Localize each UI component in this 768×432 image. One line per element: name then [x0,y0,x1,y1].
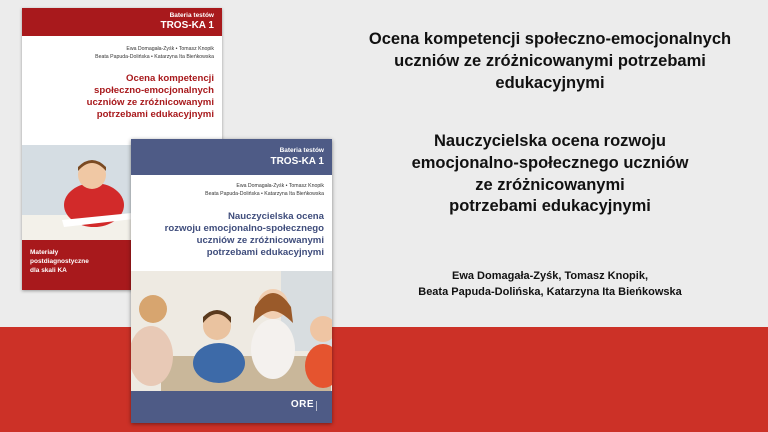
book2-title-line: potrzebami edukacyjnymi [206,246,324,258]
book2-title-line: uczniów ze zróżnicowanymi [196,234,324,246]
book-cover-blue [131,139,332,423]
heading2-line: ze zróżnicowanymi [475,175,625,194]
book1-authors [95,46,214,61]
book2-header-bar [131,139,332,175]
book1-authors-line: Ewa Domagała-Zyśk • Tomasz Knopik [126,46,214,52]
ore-logo: ORE [290,399,314,410]
book1-title-line: Ocena kompetencji [126,73,214,84]
heading2-line: emocjonalno-społecznego uczniów [411,153,689,172]
book1-title [29,73,214,121]
book2-series: Bateria testów [279,147,324,154]
book1-title-line: społeczno-emocjonalnych [94,84,214,96]
heading-book1-title [340,29,760,94]
book1-header-bar [22,8,222,36]
book2-title-line: Nauczycielska ocena [228,211,324,222]
book1-code: TROS-KA 1 [160,20,214,31]
book1-series: Bateria testów [169,12,214,19]
book2-footer-bar [131,391,332,423]
book2-authors-line: Beata Papuda-Dolińska • Katarzyna Ita Bieńkowska [205,190,324,197]
book1-footer-text [30,248,89,275]
heading1-line: uczniów ze zróżnicowanymi potrzebami [394,51,706,70]
book1-authors-line: Beata Papuda-Dolińska • Katarzyna Ita Bieńkowska [95,53,214,60]
red-bottom-band [0,327,768,432]
book1-title-line: uczniów ze zróżnicowanymi [86,96,214,108]
book2-authors-line: Ewa Domagała-Zyśk • Tomasz Knopik [236,183,324,189]
heading2-line: potrzebami edukacyjnymi [449,197,651,216]
heading2-line: Nauczycielska ocena rozwoju [433,132,666,150]
book2-authors [205,183,324,198]
book2-photo [131,271,332,391]
book1-title-line: potrzebami edukacyjnymi [96,108,214,120]
book2-code: TROS-KA 1 [270,156,324,167]
authors-line-2: Beata Papuda-Dolińska, Katarzyna Ita Bieńkowska [418,286,682,298]
book1-footer-line: Materiały [30,249,59,256]
classroom-illustration [131,271,332,391]
heading1-line: Ocena kompetencji społeczno-emocjonalnych [368,30,732,48]
book1-footer-line: dla skali KA [30,267,67,275]
heading-book2-title [340,131,760,218]
heading1-line: edukacyjnymi [495,73,605,92]
authors-line-1: Ewa Domagała-Zyśk, Tomasz Knopik, [451,270,648,282]
book2-title [134,211,324,259]
ore-logo-divider [316,401,326,411]
book1-footer-line: postdiagnostyczne [30,258,89,266]
book2-title-line: rozwoju emocjonalno-społecznego [164,222,324,234]
